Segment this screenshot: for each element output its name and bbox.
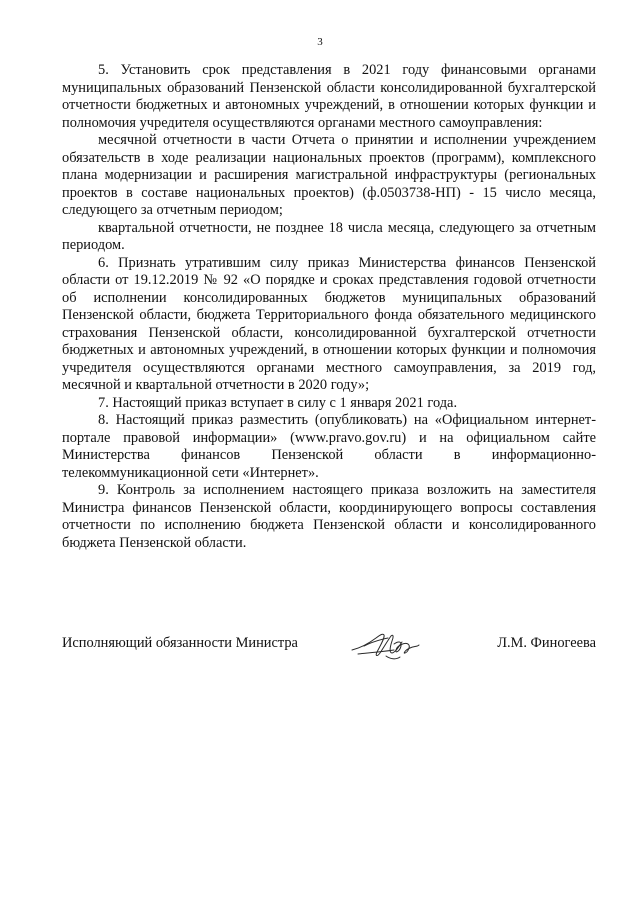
paragraph-quarterly-reporting: квартальной отчетности, не позднее 18 числа месяца, следующего за отчетным периодом. xyxy=(62,219,596,253)
paragraph-8-publication: 8. Настоящий приказ разместить (опубликовать) на «Официальном интернет-портале правовой информации» (www.pravo.gov.ru) и на официальном сайте Министерства финансов Пензенской области в информационно-телекоммуникационной сети «Интернет». xyxy=(62,412,596,481)
page-number: 3 xyxy=(317,36,323,48)
paragraph-6-repeal: 6. Признать утратившим силу приказ Министерства финансов Пензенской области от 19.12.2019 № 92 «О порядке и сроках представления годовой отчетности об исполнении консолидированных бюджетов муниципальных образований Пензенской области, бюджета Территориального фонда обязательного медицинского страхования Пензенской области, консолидированной бухгалтерской отчетности бюджетных и автономных учреждений, в отношении которых функции и полномочия учредителя осуществляются органами местного самоуправления, за 2019 год, месячной и квартальной отчетности в 2020 году»; xyxy=(62,254,596,393)
handwritten-signature xyxy=(350,626,422,664)
paragraph-9-control: 9. Контроль за исполнением настоящего приказа возложить на заместителя Министра финансов Пензенской области, координирующего вопросы составления отчетности по исполнению бюджета Пензенской области и консолидированного бюджета Пензенской области. xyxy=(62,482,596,551)
paragraph-5-deadline: 5. Установить срок представления в 2021 году финансовыми органами муниципальных образований Пензенской области консолидированной бухгалтерской отчетности бюджетных и автономных учреждений, в отношении которых функции и полномочия учредителя осуществляются органами местного самоуправления: xyxy=(62,62,596,131)
signature-block xyxy=(62,626,596,666)
signatory-name: Л.М. Финогеева xyxy=(497,635,596,651)
signatory-title: Исполняющий обязанности Министра xyxy=(62,635,298,651)
paragraph-7-effective-date: 7. Настоящий приказ вступает в силу с 1 января 2021 года. xyxy=(98,394,458,411)
paragraph-monthly-reporting: месячной отчетности в части Отчета о принятии и исполнении учреждением обязательств в ходе реализации национальных проектов (программ), комплексного плана модернизации и расширения магистральной инфраструктуры (региональных проектов в составе национальных проектов) (ф.0503738-НП) - 15 число месяца, следующего за отчетным периодом; xyxy=(62,132,596,218)
order-body xyxy=(62,62,596,552)
